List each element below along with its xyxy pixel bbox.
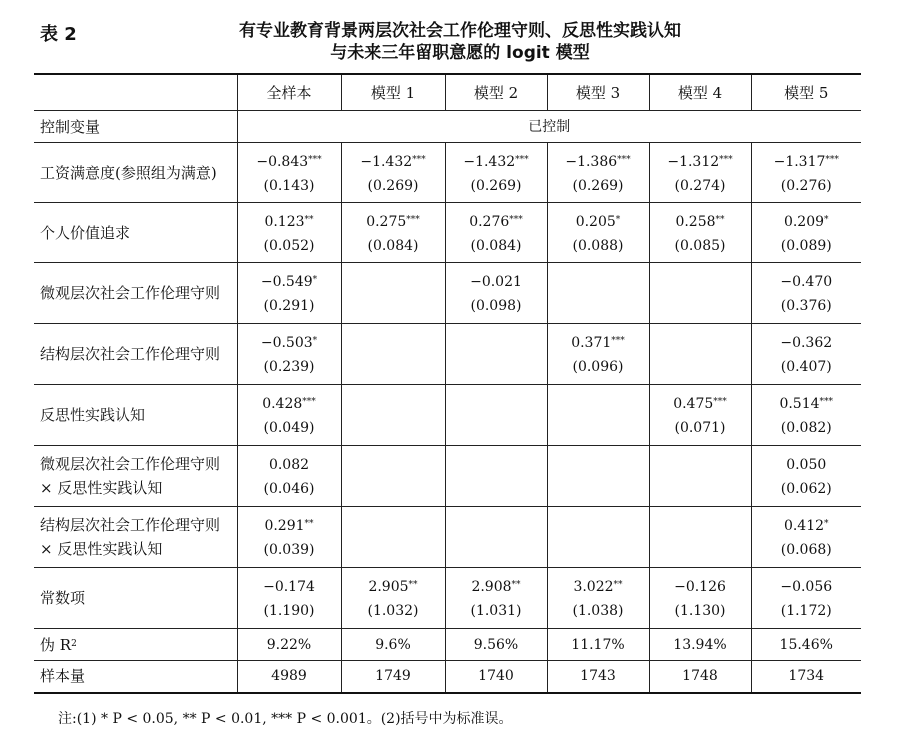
coefficient-value: 0.428 [262, 396, 303, 412]
significance-stars: *** [719, 154, 733, 165]
column-header: 模型 5 [751, 74, 861, 111]
sample-size-value: 1743 [547, 661, 649, 693]
coefficient-value: 0.371 [571, 335, 612, 351]
significance-stars: *** [611, 336, 625, 346]
coef-cell [547, 568, 649, 629]
standard-error: (0.269) [367, 177, 419, 194]
coef-cell [341, 568, 445, 629]
table-note: 注:(1) * P < 0.05, ** P < 0.01, *** P < 0.001。(2)括号中为标准误。 [58, 711, 513, 727]
table-row [34, 507, 861, 568]
significance-stars: *** [825, 154, 839, 165]
row-label: 结构层次社会工作伦理守则 [34, 324, 237, 385]
coef-cell [751, 324, 861, 385]
coefficient-value: 0.123 [264, 213, 305, 230]
standard-error: (0.274) [674, 177, 726, 194]
coef-cell [445, 507, 547, 568]
standard-error: (0.046) [263, 481, 315, 497]
sample-size-value: 1748 [649, 661, 751, 693]
column-header: 模型 3 [547, 74, 649, 111]
coefficient-value: −1.432 [463, 153, 516, 170]
coef-cell [547, 446, 649, 507]
coef-cell [237, 507, 341, 568]
coef-cell [547, 143, 649, 203]
coefficient [238, 148, 341, 174]
coefficient [342, 148, 445, 174]
coef-cell [649, 568, 751, 629]
coefficient-value: 0.475 [673, 396, 714, 412]
coef-cell [547, 203, 649, 263]
coefficient [650, 390, 751, 416]
coef-cell [547, 324, 649, 385]
coefficient-value: 0.514 [779, 396, 820, 412]
control-value: 已控制 [237, 111, 861, 143]
coefficient-value: 0.275 [366, 213, 407, 230]
coef-cell [341, 143, 445, 203]
coef-cell [751, 568, 861, 629]
standard-error: (0.068) [780, 542, 832, 558]
row-label: 结构层次社会工作伦理守则 × 反思性实践认知 [34, 507, 237, 568]
coef-cell [237, 324, 341, 385]
significance-stars: ** [408, 580, 418, 590]
table-row [34, 143, 861, 203]
column-header: 模型 2 [445, 74, 547, 111]
coefficient [752, 512, 862, 538]
coefficient [238, 451, 341, 477]
coef-cell [445, 263, 547, 324]
coefficient-value: −0.843 [256, 153, 309, 170]
coefficient-value: −1.386 [565, 153, 618, 170]
sample-size-value: 1734 [751, 661, 861, 693]
standard-error: (1.032) [367, 603, 419, 619]
coefficient [752, 208, 862, 234]
standard-error: (0.088) [572, 237, 624, 254]
pseudo-r2-value: 9.6% [341, 629, 445, 661]
coefficient-value: 0.276 [469, 213, 510, 230]
coefficient-value: 0.209 [783, 213, 825, 230]
column-header: 模型 1 [341, 74, 445, 111]
coefficient [342, 208, 445, 234]
coefficient [342, 573, 445, 599]
standard-error: (0.084) [367, 237, 419, 254]
coef-cell [341, 324, 445, 385]
significance-stars: *** [302, 397, 316, 407]
sample-size-row [34, 661, 861, 693]
coefficient [238, 268, 341, 294]
coef-cell [547, 263, 649, 324]
header-row [34, 74, 861, 111]
standard-error: (0.239) [263, 359, 315, 375]
coefficient-value: 2.908 [471, 579, 512, 595]
significance-stars: *** [819, 397, 834, 407]
standard-error: (0.039) [263, 542, 315, 558]
significance-stars: *** [406, 214, 420, 225]
standard-error: (0.082) [780, 420, 832, 436]
coefficient [548, 208, 649, 234]
coefficient [752, 573, 862, 599]
coef-cell [445, 385, 547, 446]
sample-size-value: 1740 [445, 661, 547, 693]
coef-cell [649, 203, 751, 263]
standard-error: (0.376) [780, 298, 832, 314]
coefficient [752, 390, 862, 416]
coefficient [650, 573, 751, 599]
standard-error: (0.071) [674, 420, 726, 436]
significance-stars: * [824, 214, 829, 225]
sample-size-value: 4989 [237, 661, 341, 693]
header-empty [34, 74, 237, 111]
significance-stars: ** [511, 580, 521, 590]
table-row [34, 324, 861, 385]
row-label: 工资满意度(参照组为满意) [34, 143, 237, 203]
standard-error: (0.062) [780, 481, 832, 497]
coefficient [238, 390, 341, 416]
standard-error: (1.130) [674, 603, 726, 619]
coefficient [752, 268, 862, 294]
significance-stars: * [312, 336, 318, 346]
coefficient [238, 512, 341, 538]
coef-cell [649, 143, 751, 203]
standard-error: (0.269) [572, 177, 624, 194]
coef-cell [445, 324, 547, 385]
table-row [34, 203, 861, 263]
coef-cell [341, 203, 445, 263]
coefficient-value: −0.470 [780, 274, 833, 290]
standard-error: (0.143) [263, 177, 315, 194]
pseudo-r2-row [34, 629, 861, 661]
coefficient [752, 451, 862, 477]
coef-cell [649, 385, 751, 446]
table-label: 表 2 [40, 24, 77, 45]
coefficient-value: 0.412 [783, 518, 825, 534]
coef-cell [237, 203, 341, 263]
significance-stars: *** [617, 154, 631, 165]
coef-cell [341, 507, 445, 568]
significance-stars: *** [509, 214, 523, 225]
coef-cell [751, 446, 861, 507]
pseudo-r2-value: 11.17% [547, 629, 649, 661]
significance-stars: ** [304, 519, 314, 529]
control-row [34, 111, 861, 143]
significance-stars: *** [412, 154, 426, 165]
coefficient-value: 0.258 [675, 213, 716, 230]
row-label: 个人价值追求 [34, 203, 237, 263]
significance-stars: *** [713, 397, 727, 407]
coefficient-value: −0.126 [674, 579, 726, 595]
title-line-1: 有专业教育背景两层次社会工作伦理守则、反思性实践认知 [239, 21, 681, 41]
standard-error: (0.052) [263, 237, 315, 254]
row-label: 微观层次社会工作伦理守则 [34, 263, 237, 324]
standard-error: (0.085) [674, 237, 726, 254]
table-row [34, 446, 861, 507]
coefficient-value: 0.082 [268, 457, 310, 473]
row-label: 控制变量 [34, 111, 237, 143]
row-label: 反思性实践认知 [34, 385, 237, 446]
coef-cell [649, 263, 751, 324]
coefficient-value: −0.174 [263, 579, 315, 595]
significance-stars: *** [308, 154, 322, 165]
table-row [34, 568, 861, 629]
coefficient [446, 208, 547, 234]
significance-stars: * [824, 519, 829, 529]
row-label: 微观层次社会工作伦理守则 × 反思性实践认知 [34, 446, 237, 507]
standard-error: (0.084) [470, 237, 522, 254]
significance-stars: *** [515, 154, 529, 165]
standard-error: (0.089) [780, 237, 832, 254]
standard-error: (1.172) [780, 603, 832, 619]
coefficient [238, 208, 341, 234]
coefficient-value: 3.022 [573, 579, 614, 595]
table-body [34, 74, 861, 693]
coefficient-value: −1.312 [667, 153, 720, 170]
coef-cell [341, 385, 445, 446]
coefficient-value: −1.432 [360, 153, 413, 170]
table-row [34, 263, 861, 324]
significance-stars: ** [304, 214, 314, 225]
coef-cell [649, 507, 751, 568]
coef-cell [751, 203, 861, 263]
sample-size-value: 1749 [341, 661, 445, 693]
coefficient [548, 329, 649, 355]
coefficient [446, 148, 547, 174]
coefficient [752, 329, 862, 355]
standard-error: (0.049) [263, 420, 315, 436]
coef-cell [237, 385, 341, 446]
significance-stars: ** [613, 580, 623, 590]
coef-cell [237, 263, 341, 324]
coef-cell [341, 263, 445, 324]
coef-cell [237, 143, 341, 203]
coef-cell [649, 324, 751, 385]
coef-cell [649, 446, 751, 507]
regression-table [34, 73, 861, 694]
coef-cell [547, 385, 649, 446]
coef-cell [445, 143, 547, 203]
standard-error: (1.038) [572, 603, 624, 619]
coefficient-value: 0.291 [264, 518, 305, 534]
coefficient [446, 573, 547, 599]
coef-cell [445, 568, 547, 629]
coefficient-value: −0.549 [260, 274, 313, 290]
coefficient-value: 0.050 [786, 457, 827, 473]
coefficient-value: 0.205 [575, 213, 616, 230]
column-header: 模型 4 [649, 74, 751, 111]
column-header: 全样本 [237, 74, 341, 111]
standard-error: (0.096) [572, 359, 624, 375]
coef-cell [445, 203, 547, 263]
row-label [34, 629, 237, 661]
standard-error: (0.291) [263, 298, 315, 314]
title-line-2: 与未来三年留职意愿的 logit 模型 [330, 43, 590, 63]
coef-cell [751, 385, 861, 446]
standard-error: (1.031) [470, 603, 522, 619]
coef-cell [237, 568, 341, 629]
pseudo-r2-value: 15.46% [751, 629, 861, 661]
coefficient [238, 329, 341, 355]
coef-cell [237, 446, 341, 507]
coef-cell [751, 263, 861, 324]
coefficient [548, 573, 649, 599]
coefficient-value: −0.021 [470, 274, 522, 290]
coefficient [650, 208, 751, 234]
coefficient-value: 2.905 [368, 579, 409, 595]
coefficient [238, 573, 341, 599]
coef-cell [751, 507, 861, 568]
standard-error: (0.269) [470, 177, 522, 194]
pseudo-r2-label: 伪 R [40, 636, 72, 654]
pseudo-r2-exponent: 2 [71, 639, 77, 649]
standard-error: (0.407) [780, 359, 832, 375]
pseudo-r2-value: 9.22% [237, 629, 341, 661]
row-label: 样本量 [34, 661, 237, 693]
coef-cell [341, 446, 445, 507]
coefficient-value: −0.362 [780, 335, 833, 351]
significance-stars: * [312, 275, 318, 285]
pseudo-r2-value: 9.56% [445, 629, 547, 661]
significance-stars: ** [715, 214, 725, 225]
coefficient-value: −0.503 [260, 335, 313, 351]
standard-error: (0.098) [470, 298, 522, 314]
coefficient [446, 268, 547, 294]
coef-cell [751, 143, 861, 203]
table-row [34, 385, 861, 446]
coef-cell [445, 446, 547, 507]
table-title [200, 20, 720, 64]
coefficient-value: −0.056 [780, 579, 833, 595]
row-label: 常数项 [34, 568, 237, 629]
coefficient [752, 148, 862, 174]
significance-stars: * [615, 214, 621, 225]
coefficient [548, 148, 649, 174]
standard-error: (0.276) [780, 177, 832, 194]
standard-error: (1.190) [263, 603, 315, 619]
coefficient [650, 148, 751, 174]
pseudo-r2-value: 13.94% [649, 629, 751, 661]
coef-cell [547, 507, 649, 568]
coefficient-value: −1.317 [773, 153, 826, 170]
